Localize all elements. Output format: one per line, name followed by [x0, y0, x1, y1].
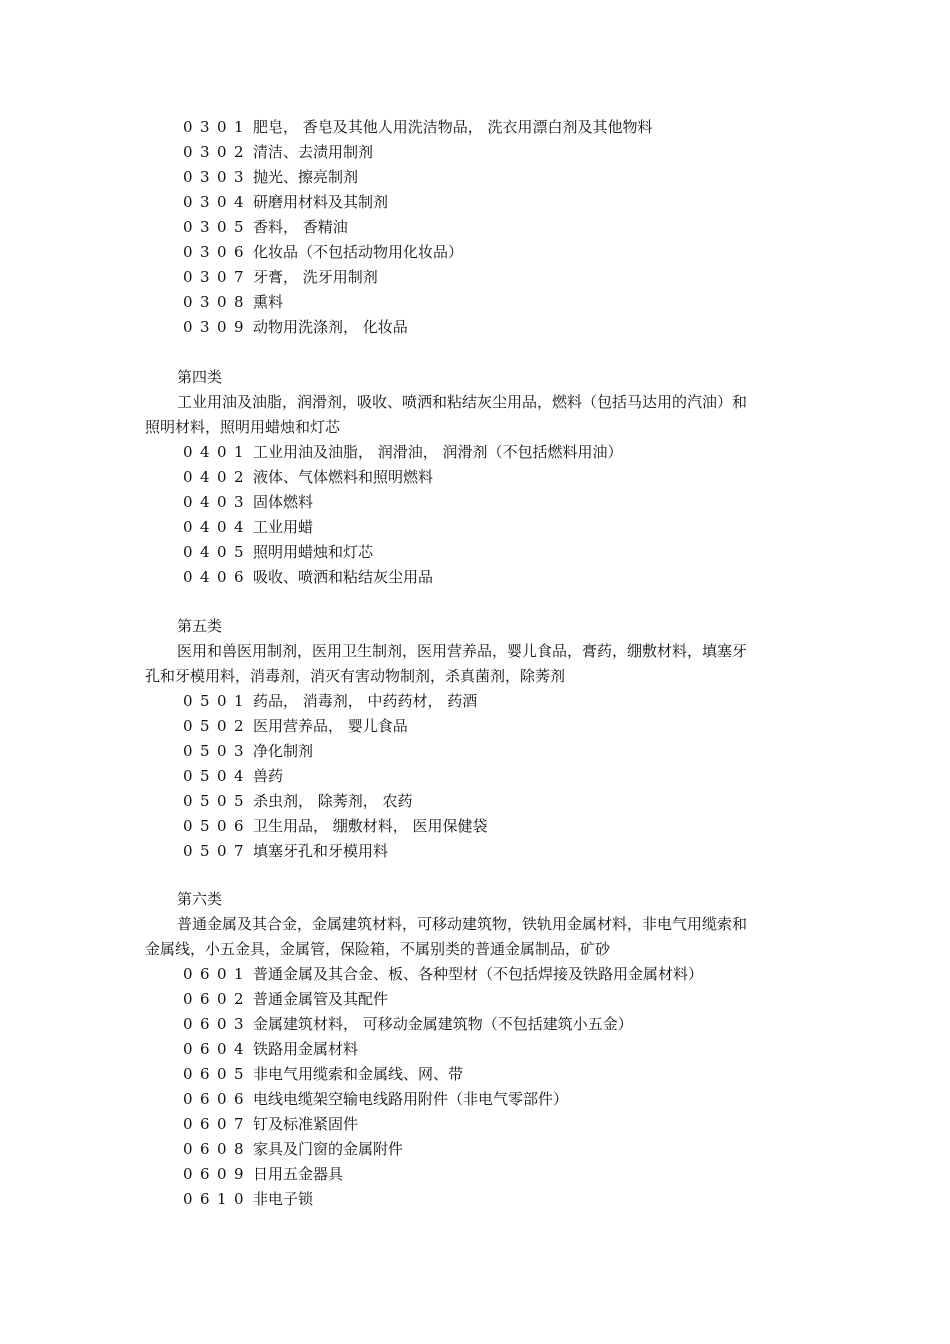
item-code: 0 3 0 8	[183, 293, 244, 311]
list-item	[183, 1189, 313, 1209]
list-item	[183, 242, 463, 262]
list-item	[183, 791, 413, 811]
list-item	[183, 766, 283, 786]
item-text: 兽药	[253, 767, 284, 785]
item-text: 固体燃料	[253, 493, 314, 511]
item-code: 0 5 0 4	[183, 767, 244, 785]
section-title: 第四类	[177, 368, 223, 386]
item-text: 熏料	[253, 293, 284, 311]
list-item	[183, 691, 477, 711]
item-text: 普通金属及其合金、板、各种型材（不包括焊接及铁路用金属材料）	[253, 965, 704, 983]
item-code: 0 4 0 6	[183, 568, 244, 586]
item-code: 0 3 0 7	[183, 268, 244, 286]
section-description-line: 普通金属及其合金，金属建筑材料，可移动建筑物，铁轨用金属材料，非电气用缆索和	[177, 915, 748, 933]
item-text: 普通金属管及其配件	[253, 990, 389, 1008]
item-code: 0 6 0 5	[183, 1065, 244, 1083]
item-code: 0 3 0 1	[183, 118, 244, 136]
list-item	[183, 192, 388, 212]
section-description-line: 孔和牙模用料，消毒剂，消灭有害动物制剂，杀真菌剂，除莠剂	[145, 667, 566, 685]
item-text: 动物用洗涤剂， 化妆品	[253, 318, 408, 336]
item-text: 卫生用品， 绷敷材料， 医用保健袋	[253, 817, 488, 835]
item-code: 0 6 1 0	[183, 1190, 244, 1208]
item-text: 工业用蜡	[253, 518, 314, 536]
item-text: 电线电缆架空输电线路用附件（非电气零部件）	[253, 1090, 569, 1108]
list-item	[183, 1164, 343, 1184]
item-code: 0 5 0 3	[183, 742, 244, 760]
item-code: 0 3 0 3	[183, 168, 244, 186]
list-item	[183, 816, 488, 836]
item-text: 工业用油及油脂， 润滑油， 润滑剂（不包括燃料用油）	[253, 443, 623, 461]
list-item	[183, 292, 283, 312]
item-code: 0 6 0 3	[183, 1015, 244, 1033]
item-code: 0 5 0 2	[183, 717, 244, 735]
item-text: 杀虫剂， 除莠剂， 农药	[253, 792, 413, 810]
section-description-line: 工业用油及油脂，润滑剂，吸收、喷洒和粘结灰尘用品，燃料（包括马达用的汽油）和	[177, 393, 748, 411]
list-item	[183, 1139, 403, 1159]
list-item	[183, 317, 408, 337]
item-text: 医用营养品， 婴儿食品	[253, 717, 408, 735]
list-item	[183, 741, 313, 761]
list-item	[183, 964, 703, 984]
item-text: 药品， 消毒剂， 中药药材， 药酒	[253, 692, 478, 710]
item-code: 0 3 0 5	[183, 218, 244, 236]
list-item	[183, 117, 653, 137]
item-text: 抛光、擦亮制剂	[253, 168, 359, 186]
list-item	[183, 1014, 633, 1034]
item-code: 0 5 0 6	[183, 817, 244, 835]
item-text: 液体、气体燃料和照明燃料	[253, 468, 434, 486]
item-text: 非电子锁	[253, 1190, 314, 1208]
section-title: 第六类	[177, 890, 223, 908]
item-code: 0 3 0 2	[183, 143, 244, 161]
item-code: 0 5 0 7	[183, 842, 244, 860]
list-item	[183, 492, 313, 512]
item-code: 0 6 0 4	[183, 1040, 244, 1058]
item-code: 0 6 0 8	[183, 1140, 244, 1158]
item-code: 0 3 0 9	[183, 318, 244, 336]
item-text: 家具及门窗的金属附件	[253, 1140, 404, 1158]
section-description-line: 医用和兽医用制剂，医用卫生制剂，医用营养品，婴儿食品，膏药，绷敷材料，填塞牙	[177, 642, 748, 660]
item-code: 0 5 0 5	[183, 792, 244, 810]
list-item	[183, 542, 373, 562]
list-item	[183, 167, 358, 187]
list-item	[183, 517, 313, 537]
item-code: 0 6 0 2	[183, 990, 244, 1008]
item-text: 铁路用金属材料	[253, 1040, 359, 1058]
item-code: 0 6 0 7	[183, 1115, 244, 1133]
item-text: 非电气用缆索和金属线、网、带	[253, 1065, 464, 1083]
item-code: 0 4 0 2	[183, 468, 244, 486]
list-item	[183, 1089, 568, 1109]
item-text: 吸收、喷洒和粘结灰尘用品	[253, 568, 434, 586]
list-item	[183, 716, 408, 736]
item-code: 0 4 0 1	[183, 443, 244, 461]
item-code: 0 6 0 6	[183, 1090, 244, 1108]
section-title: 第五类	[177, 617, 223, 635]
list-item	[183, 142, 373, 162]
item-code: 0 6 0 9	[183, 1165, 244, 1183]
list-item	[183, 1064, 463, 1084]
item-code: 0 4 0 3	[183, 493, 244, 511]
list-item	[183, 989, 388, 1009]
item-text: 研磨用材料及其制剂	[253, 193, 389, 211]
item-code: 0 3 0 6	[183, 243, 244, 261]
item-text: 填塞牙孔和牙模用料	[253, 842, 389, 860]
list-item	[183, 217, 348, 237]
item-text: 化妆品（不包括动物用化妆品）	[253, 243, 464, 261]
section-description-line: 金属线，小五金具，金属管，保险箱，不属别类的普通金属制品，矿砂	[145, 940, 611, 958]
list-item	[183, 1114, 358, 1134]
item-text: 肥皂， 香皂及其他人用洗洁物品， 洗衣用漂白剂及其他物料	[253, 118, 653, 136]
item-text: 清洁、去渍用制剂	[253, 143, 374, 161]
item-code: 0 5 0 1	[183, 692, 244, 710]
list-item	[183, 1039, 358, 1059]
section-description-line: 照明材料，照明用蜡烛和灯芯	[145, 418, 341, 436]
item-text: 金属建筑材料， 可移动金属建筑物（不包括建筑小五金）	[253, 1015, 633, 1033]
list-item	[183, 567, 433, 587]
item-code: 0 4 0 5	[183, 543, 244, 561]
item-code: 0 3 0 4	[183, 193, 244, 211]
list-item	[183, 267, 378, 287]
item-text: 照明用蜡烛和灯芯	[253, 543, 374, 561]
item-code: 0 4 0 4	[183, 518, 244, 536]
item-text: 钉及标准紧固件	[253, 1115, 359, 1133]
item-text: 香料， 香精油	[253, 218, 348, 236]
item-code: 0 6 0 1	[183, 965, 244, 983]
item-text: 净化制剂	[253, 742, 314, 760]
item-text: 牙膏， 洗牙用制剂	[253, 268, 378, 286]
list-item	[183, 442, 623, 462]
item-text: 日用五金器具	[253, 1165, 344, 1183]
list-item	[183, 467, 433, 487]
list-item	[183, 841, 388, 861]
